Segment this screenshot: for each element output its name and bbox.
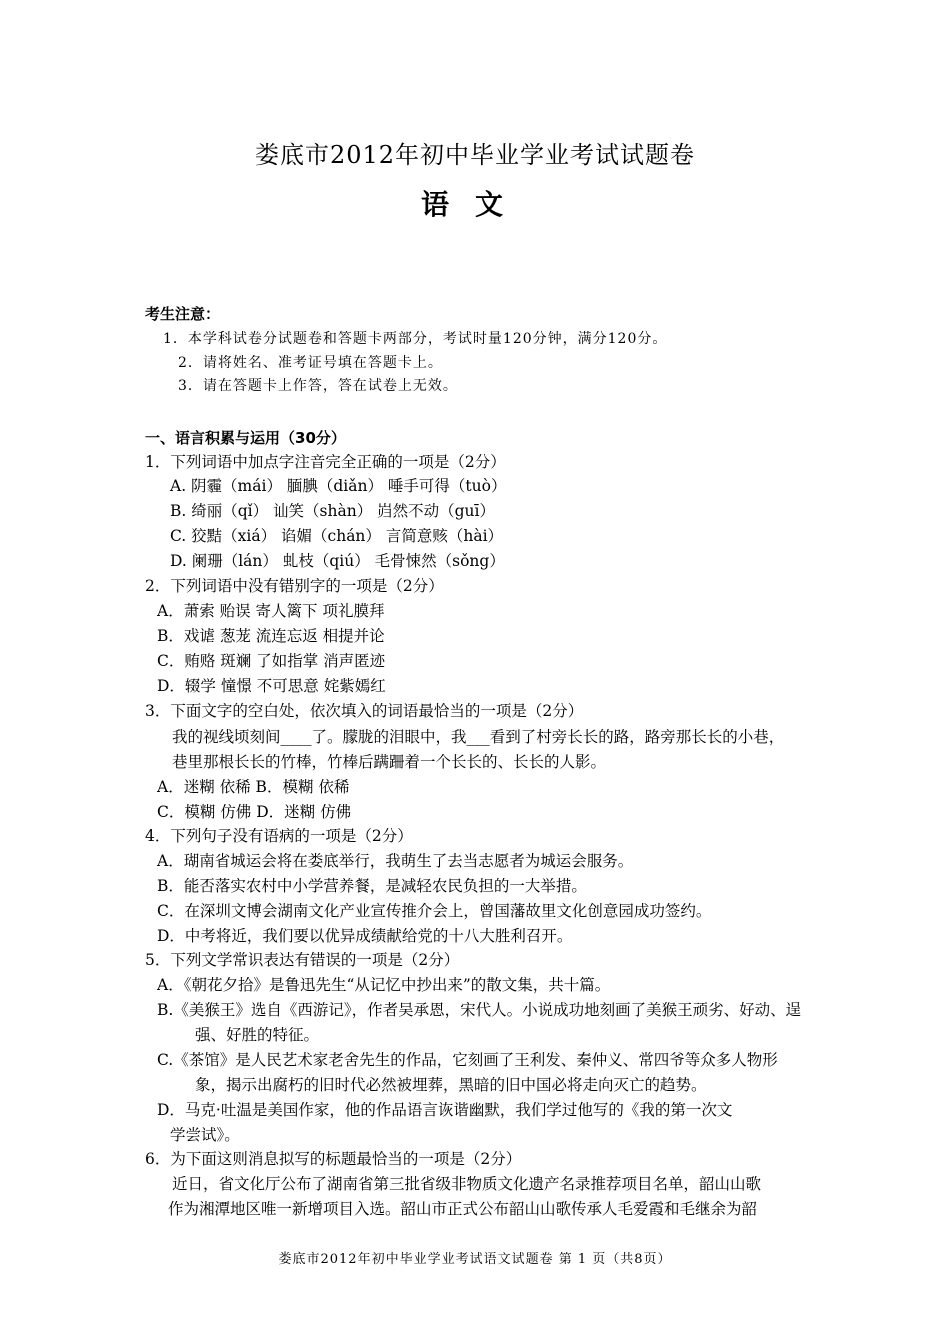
question-option: B．能否落实农村中小学营养餐，是减轻农民负担的一大举措。 <box>157 877 587 895</box>
question-passage: 作为湘潭地区唯一新增项目入选。韶山市正式公布韶山山歌传承人毛爱霞和毛继余为韶 <box>168 1200 758 1218</box>
question-stem: 5．下列文学常识表达有错误的一项是（2分） <box>145 951 460 969</box>
question-passage: 我的视线顷刻间____了。朦胧的泪眼中，我___看到了村旁长长的路，路旁那长长的小巷， <box>172 728 785 746</box>
question-option: D. 阑珊（lán） 虬枝（qiú） 毛骨悚然（sǒng） <box>170 552 505 570</box>
question-option-continued: 学尝试》。 <box>170 1126 240 1144</box>
question-option-continued: 强、好胜的特征。 <box>195 1026 320 1044</box>
question-stem: 1．下列词语中加点字注音完全正确的一项是（2分） <box>145 453 506 471</box>
notice-item: 2．请将姓名、准考证号填在答题卡上。 <box>178 355 443 371</box>
question-option: C.《茶馆》是人民艺术家老舍先生的作品，它刻画了王利发、秦仲义、常四爷等众多人物形 <box>157 1051 778 1069</box>
question-stem: 3．下面文字的空白处，依次填入的词语最恰当的一项是（2分） <box>145 702 584 720</box>
question-option: B.《美猴王》选自《西游记》，作者吴承恩，宋代人。小说成功地刻画了美猴王顽劣、好动、逞 <box>157 1001 802 1019</box>
question-option: A. 阴霾（mái） 腼腆（diǎn） 唾手可得（tuò） <box>170 477 507 495</box>
notice-item: 1．本学科试卷分试题卷和答题卡两部分，考试时量120分钟，满分120分。 <box>163 331 668 347</box>
question-option: C．贿赂 斑斓 了如指掌 消声匿迹 <box>157 652 386 670</box>
question-option: C．模糊 仿佛 D．迷糊 仿佛 <box>157 803 352 821</box>
question-option: A．瑚南省城运会将在娄底举行，我萌生了去当志愿者为城运会服务。 <box>157 852 634 870</box>
question-passage: 巷里那根长长的竹棒，竹棒后蹒跚着一个长长的、长长的人影。 <box>172 753 607 771</box>
question-passage: 近日，省文化厅公布了湖南省第三批省级非物质文化遗产名录推荐项目名单，韶山山歌 <box>172 1175 762 1193</box>
section-heading: 一、语言积累与运用（30分） <box>145 429 346 447</box>
question-option: B．戏谑 葱茏 流连忘返 相提并论 <box>157 627 385 645</box>
question-stem: 2．下列词语中没有错别字的一项是（2分） <box>145 577 444 595</box>
question-option: A．萧索 贻误 寄人篱下 项礼膜拜 <box>157 602 385 620</box>
question-option: B. 绮丽（qǐ） 讪笑（shàn） 岿然不动（guī） <box>170 502 496 520</box>
question-option: D．马克·吐温是美国作家，他的作品语言诙谐幽默，我们学过他写的《我的第一次文 <box>157 1101 733 1119</box>
notice-heading: 考生注意： <box>145 305 221 323</box>
question-option: D．辍学 憧憬 不可思意 姹紫嫣红 <box>157 677 386 695</box>
page-footer: 娄底市2012年初中毕业学业考试语文试题卷 第 1 页（共8页） <box>278 1252 672 1267</box>
question-stem: 6．为下面这则消息拟写的标题最恰当的一项是（2分） <box>145 1150 522 1168</box>
question-option: C. 狡黠（xiá） 谄媚（chán） 言简意赅（hài） <box>170 527 504 545</box>
subject-title: 语文 <box>420 188 529 221</box>
question-option: C．在深圳文博会湖南文化产业宣传推介会上，曾国藩故里文化创意园成功签约。 <box>157 902 712 920</box>
question-option-continued: 象，揭示出腐朽的旧时代必然被埋葬，黑暗的旧中国必将走向灭亡的趋势。 <box>195 1076 707 1094</box>
question-option: A．《朝花夕拾》是鲁迅先生“从记忆中抄出来”的散文集，共十篇。 <box>157 976 611 994</box>
question-option: D．中考将近，我们要以优异成绩献给党的十八大胜利召开。 <box>157 927 573 945</box>
notice-item: 3．请在答题卡上作答，答在试卷上无效。 <box>178 378 458 394</box>
exam-title: 娄底市2012年初中毕业学业考试试题卷 <box>254 141 696 169</box>
question-stem: 4．下列句子没有语病的一项是（2分） <box>145 827 413 845</box>
question-option: A．迷糊 依稀 B．模糊 依稀 <box>157 778 350 796</box>
